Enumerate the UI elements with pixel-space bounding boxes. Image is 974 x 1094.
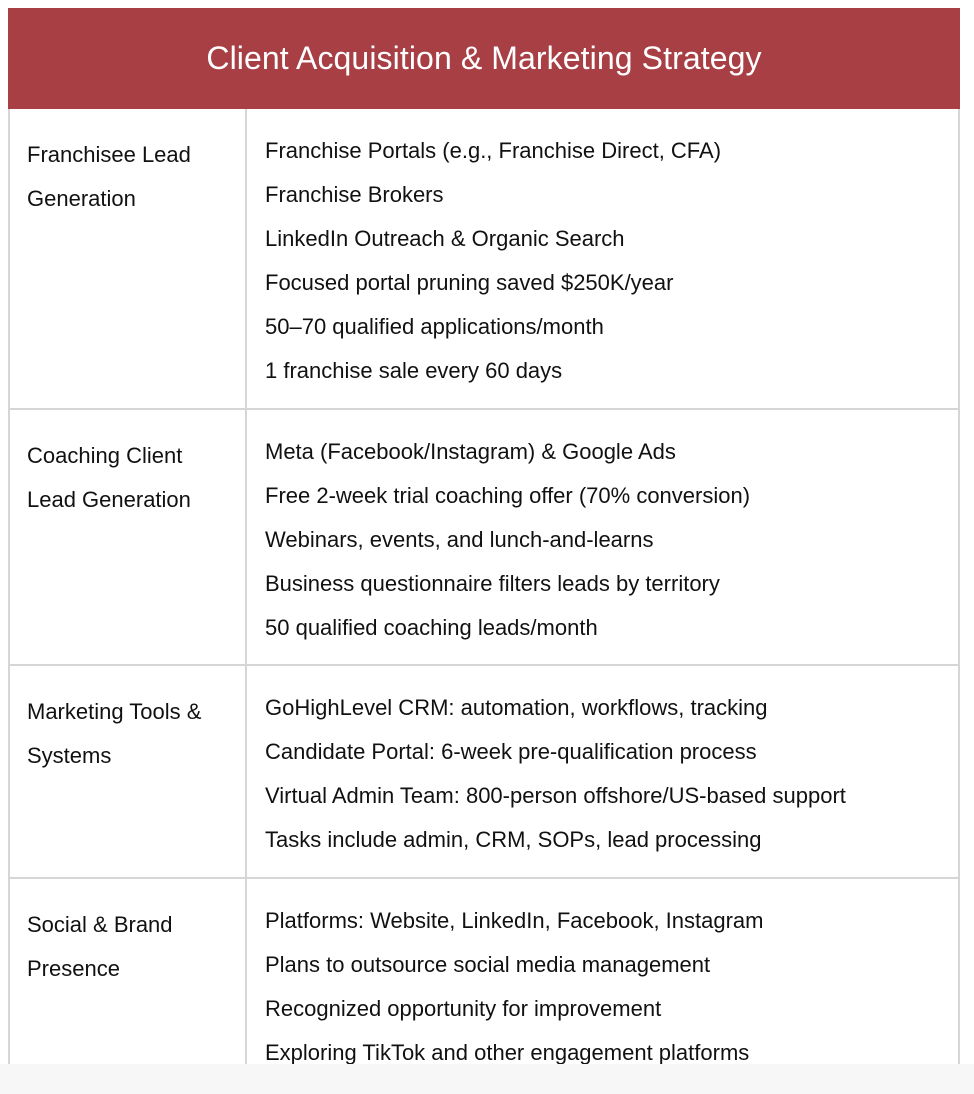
list-item: Franchise Portals (e.g., Franchise Direct, CFA) — [265, 138, 722, 163]
row-label: Marketing Tools & Systems — [10, 666, 247, 877]
row-items — [247, 109, 958, 408]
list-item: 50 qualified coaching leads/month — [265, 615, 598, 640]
row-items — [247, 879, 958, 1064]
list-item: Webinars, events, and lunch-and-learns — [265, 527, 654, 552]
list-item: 1 franchise sale every 60 days — [265, 358, 563, 383]
row-label: Franchisee Lead Generation — [10, 109, 247, 408]
list-item: Franchise Brokers — [265, 182, 444, 207]
table-row-marketing-tools-systems — [10, 666, 958, 879]
list-item: Recognized opportunity for improvement — [265, 996, 662, 1021]
list-item: Exploring TikTok and other engagement platforms — [265, 1040, 750, 1064]
row-items — [247, 410, 958, 664]
list-item: Tasks include admin, CRM, SOPs, lead processing — [265, 827, 762, 852]
list-item: LinkedIn Outreach & Organic Search — [265, 226, 625, 251]
strategy-table — [8, 109, 960, 1064]
list-item: Candidate Portal: 6-week pre-qualification process — [265, 739, 757, 764]
row-label: Social & Brand Presence — [10, 879, 247, 1064]
list-item: 50–70 qualified applications/month — [265, 314, 604, 339]
table-row-franchisee-lead-generation — [10, 109, 958, 410]
page-bottom-band — [0, 1064, 974, 1094]
list-item: Focused portal pruning saved $250K/year — [265, 270, 674, 295]
list-item: Business questionnaire filters leads by territory — [265, 571, 720, 596]
table-row-social-brand-presence — [10, 879, 958, 1064]
row-label: Coaching Client Lead Generation — [10, 410, 247, 664]
list-item: GoHighLevel CRM: automation, workflows, tracking — [265, 695, 768, 720]
table-title: Client Acquisition & Marketing Strategy — [8, 8, 960, 109]
list-item: Platforms: Website, LinkedIn, Facebook, Instagram — [265, 908, 764, 933]
table-row-coaching-client-lead-generation — [10, 410, 958, 666]
list-item: Meta (Facebook/Instagram) & Google Ads — [265, 439, 676, 464]
row-items — [247, 666, 958, 877]
list-item: Plans to outsource social media management — [265, 952, 711, 977]
list-item: Virtual Admin Team: 800-person offshore/US-based support — [265, 783, 846, 808]
list-item: Free 2-week trial coaching offer (70% conversion) — [265, 483, 751, 508]
